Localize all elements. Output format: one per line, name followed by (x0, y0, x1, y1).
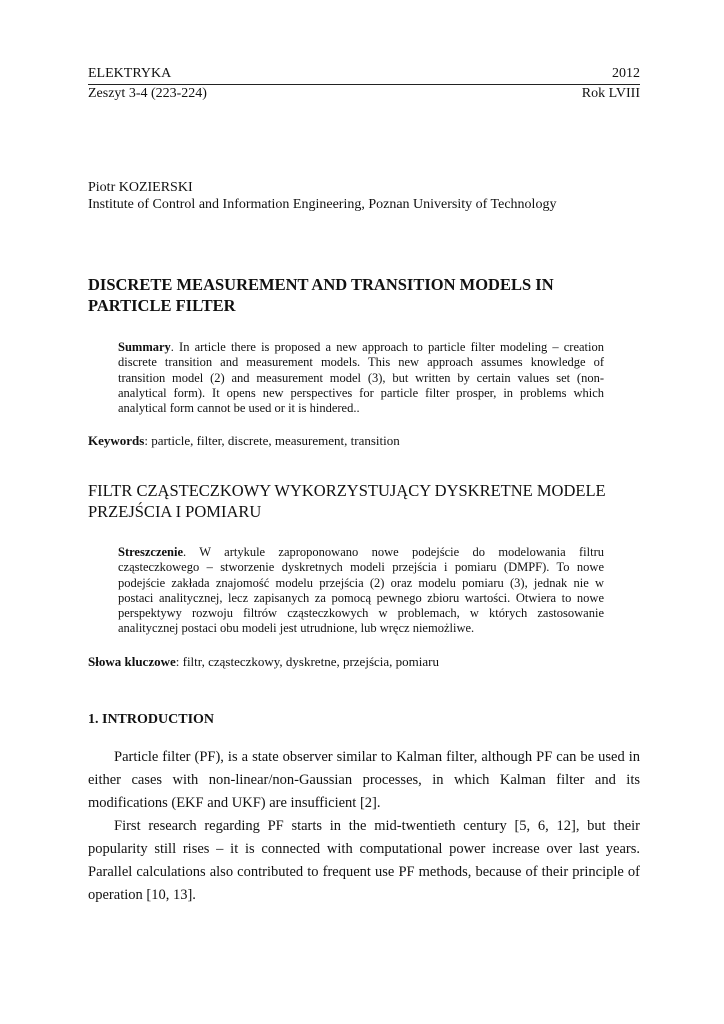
section-heading-introduction: 1. INTRODUCTION (88, 712, 215, 727)
streszczenie-text: . W artykule zaproponowano nowe podejście do modelowania filtru cząsteczkowego – stworzenie dyskretnych modeli przejścia i pomiaru (DMPF). To nowe podejście zakłada znajomość modelu przejścia (2) oraz modelu pomiaru (3), jednak nie w postaci analitycznej, lecz zapisanych za pomocą pewnego zbioru wartości. Otwiera to nowe perspektywy rozwoju filtrów cząsteczkowych w problemach, w których zastosowanie analitycznej postaci obu modeli jest utrudnione, lub wręcz niemożliwe. (118, 545, 604, 636)
author-affiliation: Institute of Control and Information Engineering, Poznan University of Technology (88, 197, 557, 212)
title-en-line-1: DISCRETE MEASUREMENT AND TRANSITION MODELS IN (88, 275, 554, 294)
header-rule (88, 84, 640, 85)
journal-volume: Rok LVIII (581, 86, 640, 101)
summary-block (118, 340, 604, 416)
title-pl-line-1: FILTR CZĄSTECZKOWY WYKORZYSTUJĄCY DYSKRETNE MODELE (88, 481, 606, 500)
paper-title-en (88, 274, 648, 316)
introduction-body (88, 746, 640, 907)
slowa-kluczowe-label: Słowa kluczowe (88, 654, 176, 669)
intro-paragraph: First research regarding PF starts in the mid-twentieth century [5, 6, 12], but their popularity still rises – it is connected with computational power increase over last years. Parallel calculations also contributed to frequent use PF methods, because of their principle of operation [10, 13]. (88, 818, 640, 903)
keywords-line (88, 433, 648, 449)
slowa-kluczowe-text: : filtr, cząsteczkowy, dyskretne, przejścia, pomiaru (175, 654, 439, 669)
paper-title-pl (88, 480, 648, 522)
author-name: Piotr KOZIERSKI (88, 180, 193, 195)
summary-text: . In article there is proposed a new approach to particle filter modeling – creation discrete transition and measurement models. This new approach assumes knowledge of transition model (2) and measurement model (3), but written by certain values set (non-analytical form). It opens new perspectives for particle filter prosper, in problems which analytical form cannot be used or it is hindered.. (118, 340, 604, 416)
streszczenie-label: Streszczenie (118, 545, 184, 559)
keywords-text: : particle, filter, discrete, measurement, transition (144, 433, 400, 448)
streszczenie-block (118, 545, 604, 637)
slowa-kluczowe-line (88, 654, 648, 670)
journal-issue: Zeszyt 3-4 (223-224) (88, 86, 207, 101)
title-en-line-2: PARTICLE FILTER (88, 296, 236, 315)
intro-paragraph: Particle filter (PF), is a state observer similar to Kalman filter, although PF can be used in either cases with non-linear/non-Gaussian processes, in which Kalman filter and its modifications (EKF and UKF) are insufficient [2]. (88, 749, 640, 811)
journal-year: 2012 (612, 66, 640, 81)
summary-label: Summary (118, 340, 171, 354)
journal-name: ELEKTRYKA (88, 66, 172, 81)
keywords-label: Keywords (88, 433, 145, 448)
title-pl-line-2: PRZEJŚCIA I POMIARU (88, 502, 262, 521)
